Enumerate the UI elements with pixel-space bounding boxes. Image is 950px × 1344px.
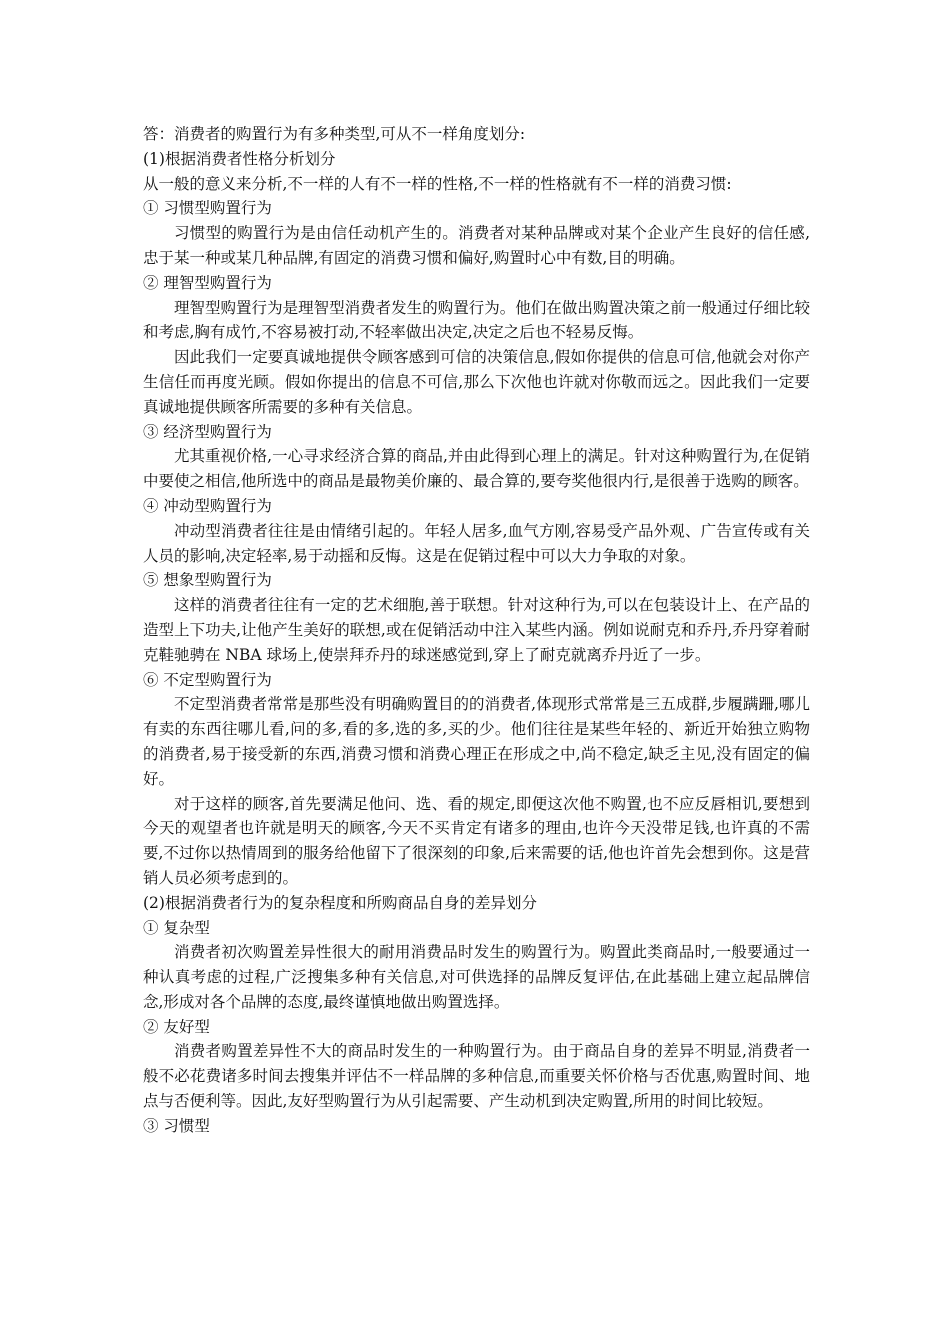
item-friendly-paragraph: 消费者购置差异性不大的商品时发生的一种购置行为。由于商品自身的差异不明显,消费者一般不必花费诸多时间去搜集并评估不一样品牌的多种信息,而重要关怀价格与否优惠,购置时间、地点与否便利等。因此,友好型购置行为从引起需要、产生动机到决定购置,所用的时间比较短。 [143,1042,810,1111]
item-imaginative-title: ⑤ 想象型购置行为 [143,571,272,590]
item-undecided-paragraph-2: 对于这样的顾客,首先要满足他问、选、看的规定,即便这次他不购置,也不应反唇相讥,要想到今天的观望者也许就是明天的顾客,今天不买肯定有诸多的理由,也许今天没带足钱,也许真的不需要,不过你以热情周到的服务给他留下了很深刻的印象,后来需要的话,他也许首先会想到你。这是营销人员必须考虑到的。 [143,794,810,887]
item-rational-paragraph-2: 因此我们一定要真诚地提供令顾客感到可信的决策信息,假如你提供的信息可信,他就会对你产生信任而再度光顾。假如你提出的信息不可信,那么下次他也许就对你敬而远之。因此我们一定要真诚地提供顾客所需要的多种有关信息。 [143,348,810,416]
item-rational-title: ② 理智型购置行为 [143,273,272,292]
section-2-heading: (2)根据消费者行为的复杂程度和所购商品自身的差异划分 [143,893,537,912]
section-1-lead: 从一般的意义来分析,不一样的人有不一样的性格,不一样的性格就有不一样的消费习惯: [143,174,732,193]
section-1-heading: (1)根据消费者性格分析划分 [143,149,336,168]
item-impulsive-title: ④ 冲动型购置行为 [143,496,272,515]
item-undecided-title: ⑥ 不定型购置行为 [143,670,272,689]
item-habitual-paragraph: 习惯型的购置行为是由信任动机产生的。消费者对某种品牌或对某个企业产生良好的信任感,忠于某一种或某几种品牌,有固定的消费习惯和偏好,购置时心中有数,目的明确。 [143,224,810,267]
item-habitual-title: ① 习惯型购置行为 [143,199,272,218]
document-page [143,122,810,1139]
item-imaginative-paragraph: 这样的消费者往往有一定的艺术细胞,善于联想。针对这种行为,可以在包装设计上、在产品的造型上下功夫,让他产生美好的联想,或在促销活动中注入某些内涵。例如说耐克和乔丹,乔丹穿着耐克鞋驰骋在 NBA 球场上,使崇拜乔丹的球迷感觉到,穿上了耐克就离乔丹近了一步。 [143,596,810,664]
item-rational-paragraph-1: 理智型购置行为是理智型消费者发生的购置行为。他们在做出购置决策之前一般通过仔细比较和考虑,胸有成竹,不容易被打动,不轻率做出决定,决定之后也不轻易反悔。 [143,298,810,342]
item-economic-title: ③ 经济型购置行为 [143,422,272,441]
item-complex-paragraph: 消费者初次购置差异性很大的耐用消费品时发生的购置行为。购置此类商品时,一般要通过一种认真考虑的过程,广泛搜集多种有关信息,对可供选择的品牌反复评估,在此基础上建立起品牌信念,形成对各个品牌的态度,最终谨慎地做出购置选择。 [143,943,810,1011]
item-undecided-paragraph-1: 不定型消费者常常是那些没有明确购置目的的消费者,体现形式常常是三五成群,步履蹒跚,哪儿有卖的东西往哪儿看,问的多,看的多,选的多,买的少。他们往往是某些年轻的、新近开始独立购物的消费者,易于接受新的东西,消费习惯和消费心理正在形成之中,尚不稳定,缺乏主见,没有固定的偏好。 [143,695,810,788]
item-complex-title: ① 复杂型 [143,918,210,937]
item-impulsive-paragraph: 冲动型消费者往往是由情绪引起的。年轻人居多,血气方刚,容易受产品外观、广告宣传或有关人员的影响,决定轻率,易于动摇和反悔。这是在促销过程中可以大力争取的对象。 [143,521,810,565]
item-habit-type-title: ③ 习惯型 [143,1116,210,1135]
intro-text: 答：消费者的购置行为有多种类型,可从不一样角度划分: [143,125,526,143]
item-economic-paragraph: 尤其重视价格,一心寻求经济合算的商品,并由此得到心理上的满足。针对这种购置行为,在促销中要使之相信,他所选中的商品是最物美价廉的、最合算的,要夸奖他很内行,是很善于选购的顾客。 [143,447,810,491]
item-friendly-title: ② 友好型 [143,1017,210,1036]
